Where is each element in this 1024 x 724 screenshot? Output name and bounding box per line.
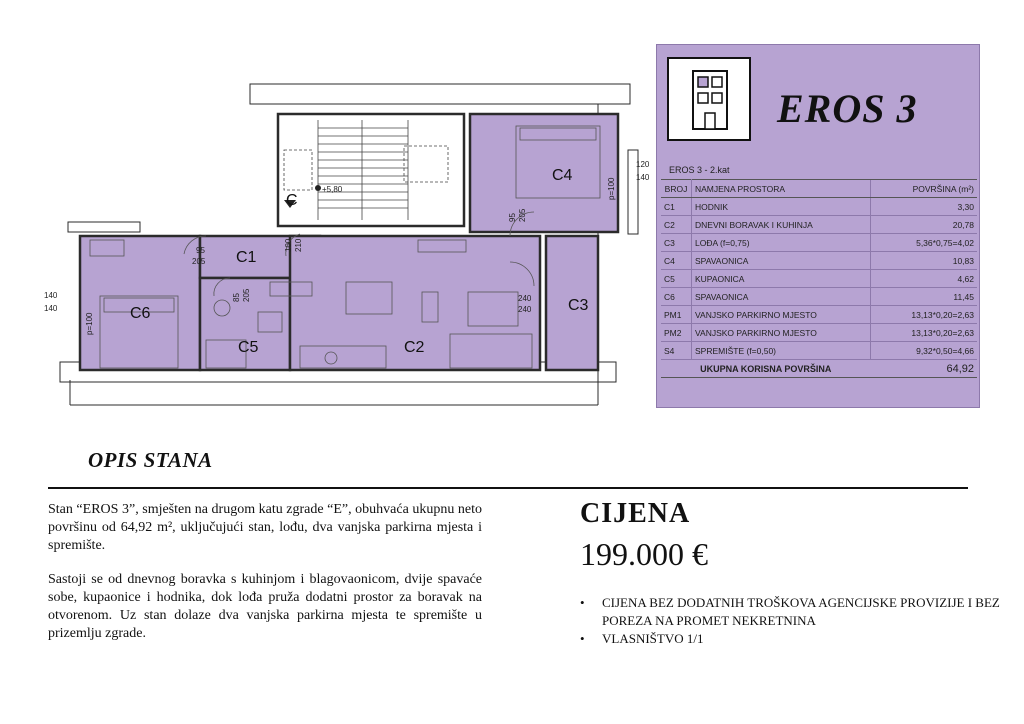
description-title: OPIS STANA [88,448,213,472]
row-area: 4,62 [871,270,978,288]
floor-label: EROS 3 - 2.kat [669,165,730,175]
row-area: 5,36*0,75=4,02 [871,234,978,252]
room-label-c6: C6 [130,305,151,322]
description-paragraph-2: Sastoji se od dnevnog boravka s kuhinjom i blagovaonicom, dvije spavaće sobe, kupaonice i hodnika, dok lođa pruža dodatni prostor za boravak na otvorenom. Uz stan dolaze dva vanjska parkirna mjesta te spremište u prizemlju zgrade. [48,572,482,641]
row-code: C6 [661,288,692,306]
price-note-text: VLASNIŠTVO 1/1 [602,631,704,646]
total-row [661,360,977,378]
room-label-c3: C3 [568,297,589,314]
table-row [661,306,977,324]
table-header [661,180,977,198]
room-label-stair: C [286,192,298,209]
price-note-text: CIJENA BEZ DODATNIH TROŠKOVA AGENCIJSKE PROVIZIJE I BEZ POREZA NA PROMET NEKRETNINA [602,595,1000,628]
row-area: 3,30 [871,198,978,216]
header-code: BROJ [661,180,692,198]
row-area: 13,13*0,20=2,63 [871,306,978,324]
room-label-c4: C4 [552,167,573,184]
dim-c5-door-a: 85 [232,293,241,302]
price-heading: CIJENA [580,498,691,529]
row-code: C2 [661,216,692,234]
table-row [661,270,977,288]
building-logo-icon [667,57,751,141]
stairwell [278,114,464,226]
dim-right-a: 120 [636,160,650,169]
section-divider [48,487,968,489]
info-panel [656,44,980,408]
dim-c2-door-a: 240 [518,294,532,303]
row-code: C1 [661,198,692,216]
dim-right-b: 140 [636,173,650,182]
row-code: S4 [661,342,692,360]
row-code: C5 [661,270,692,288]
table-row [661,216,977,234]
dim-c5-door-b: 205 [242,288,251,302]
floor-plan [40,78,650,418]
table-row [661,342,977,360]
elevation-label: +5,80 [322,185,343,194]
row-area: 10,83 [871,252,978,270]
row-code: C3 [661,234,692,252]
dim-c1-door-a: 100 [284,238,293,252]
row-name: KUPAONICA [692,270,871,288]
description-paragraph-1: Stan “EROS 3”, smješten na drugom katu zgrade “E”, obuhvaća ukupnu neto površinu od 64,92 m², uključujući stan, lođu, dva vanjska parkirna mjesta i spremište. [48,502,482,553]
description-text [48,501,482,659]
row-name: SPAVAONICA [692,288,871,306]
row-area: 11,45 [871,288,978,306]
table-row [661,234,977,252]
bullet-icon: • [580,631,585,646]
table-row [661,252,977,270]
dim-c2-door-b: 240 [518,305,532,314]
apartment-title: EROS 3 [777,86,918,131]
row-code: PM2 [661,324,692,342]
row-name: DNEVNI BORAVAK I KUHINJA [692,216,871,234]
table-row [661,324,977,342]
table-row [661,288,977,306]
price-note-item [580,630,1024,648]
row-area: 20,78 [871,216,978,234]
row-name: VANJSKO PARKIRNO MJESTO [692,306,871,324]
row-area: 13,13*0,20=2,63 [871,324,978,342]
row-name: SPAVAONICA [692,252,871,270]
dim-c4-door-a: 95 [508,213,517,222]
dim-c1-door-b: 210 [294,238,303,252]
dim-c4-window: p=100 [607,177,616,200]
dim-c6-window: p=100 [85,312,94,335]
room-label-c1: C1 [236,249,257,266]
dim-c6-door-b: 205 [192,257,206,266]
table-row [661,198,977,216]
row-name: HODNIK [692,198,871,216]
total-value: 64,92 [871,360,978,378]
total-label: UKUPNA KORISNA POVRŠINA [661,360,871,378]
price-notes [580,594,1024,648]
row-name: LOĐA (f=0,75) [692,234,871,252]
dim-left-b: 140 [44,304,58,313]
dim-c6-door-a: 95 [196,246,205,255]
dim-c4-door-b: 205 [518,208,527,222]
room-label-c5: C5 [238,339,259,356]
row-code: C4 [661,252,692,270]
price-note-item [580,594,1024,630]
row-name: SPREMIŠTE (f=0,50) [692,342,871,360]
room-area-table [661,179,977,378]
header-area: POVRŠINA (m²) [871,180,978,198]
row-code: PM1 [661,306,692,324]
row-name: VANJSKO PARKIRNO MJESTO [692,324,871,342]
price-value: 199.000 € [580,536,708,572]
row-area: 9,32*0,50=4,66 [871,342,978,360]
room-label-c2: C2 [404,339,425,356]
dim-left-a: 140 [44,291,58,300]
bullet-icon: • [580,595,585,610]
header-name: NAMJENA PROSTORA [692,180,871,198]
